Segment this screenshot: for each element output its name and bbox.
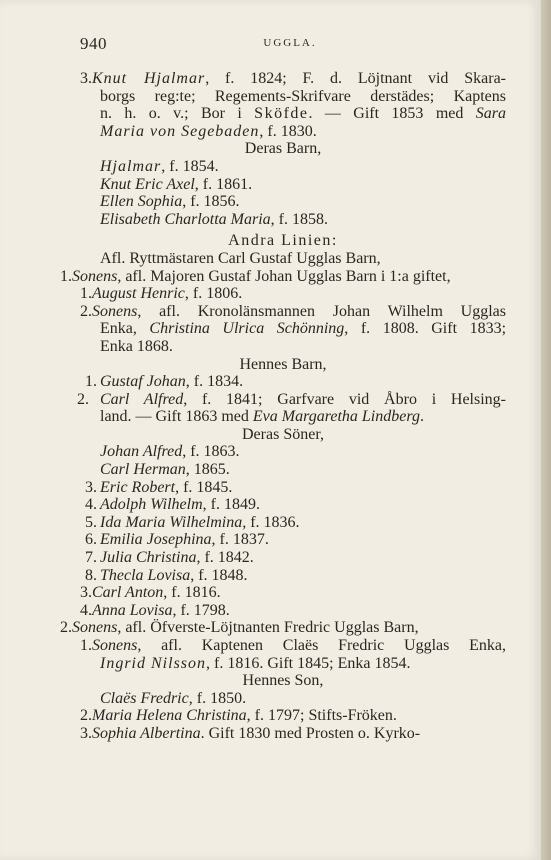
page-header [80,34,500,58]
list-item: 3.Carl Anton, f. 1816. [80,584,221,602]
section-heading: Deras Barn, [244,140,322,158]
text-line: 2.Sonens, afl. Öfverste-Löjtnanten Fredric Ugglas Barn, [60,619,419,637]
text-line: 1.Sonens, afl. Kaptenen Claës Fredric Ugglas Enka, [80,637,506,654]
list-item: Hjalmar, f. 1854. [100,157,219,175]
text-line: Ingrid Nilsson, f. 1816. Gift 1845; Enka 1854. [100,654,411,672]
list-item: 1.August Henric, f. 1806. [80,285,243,303]
text-line: borgs reg:te; Regements-Skrifvare derstädes; Kaptens [100,87,506,105]
list-item: Elisabeth Charlotta Maria, f. 1858. [100,210,328,228]
running-head: UGGLA. [263,37,317,49]
text-line: n. h. o. v.; Bor i Sköfde. — Gift 1853 med Sara [100,105,506,123]
text-line: 1.Sonens, afl. Majoren Gustaf Johan Ugglas Barn i 1:a giftet, [60,267,451,285]
list-item: 2.Maria Helena Christina, f. 1797; Stifts-Fröken. [80,707,397,725]
list-item: 5. Ida Maria Wilhelmina, f. 1836. [85,513,300,531]
list-item: Knut Eric Axel, f. 1861. [100,175,253,193]
text-line: Maria von Segebaden, f. 1830. [100,122,317,140]
text-line: Enka 1868. [100,337,173,355]
text-line: Afl. Ryttmästaren Carl Gustaf Ugglas Barn, [100,249,381,267]
section-heading: Hennes Son, [242,672,324,690]
list-item: 1. Gustaf Johan, f. 1834. [85,373,244,391]
text-line: 2.Sonens, afl. Kronolänsmannen Johan Wilhelm Ugglas [80,302,506,320]
list-item: Johan Alfred, f. 1863. [100,443,240,461]
text-line: Enka, Christina Ulrica Schönning, f. 1808. Gift 1833; [100,320,507,338]
list-item: 3. Eric Robert, f. 1845. [85,478,233,496]
list-item: 3.Sophia Albertina. Gift 1830 med Prosten o. Kyrko- [80,724,421,742]
list-item: 4. Adolph Wilhelm, f. 1849. [85,496,260,514]
section-heading: Deras Söner, [242,425,324,443]
person-name: Knut Hjalmar [92,70,206,87]
person-name: Sara [475,105,506,123]
list-item: Ellen Sophia, f. 1856. [100,193,240,211]
list-item: 4.Anna Lovisa, f. 1798. [80,601,230,619]
list-item: 2. Carl Alfred, f. 1841; Garfvare vid Åbro i Helsing- [77,390,507,408]
section-heading: Andra Linien: [228,232,338,250]
list-item: 8. Thecla Lovisa, f. 1848. [85,566,248,584]
list-item: 7. Julia Christina, f. 1842. [85,549,254,567]
list-item: Carl Herman, 1865. [100,461,230,479]
place-name: Sköfde [254,105,309,123]
genealogy-text [60,70,506,743]
section-heading: Hennes Barn, [239,355,327,373]
page-number: 940 [80,34,107,53]
text-line: land. — Gift 1863 med Eva Margaretha Lindberg. [100,408,424,426]
text-line: 3.Knut Hjalmar, f. 1824; F. d. Löjtnant vid Skara- [80,70,506,87]
person-name: Maria von Segebaden [100,122,260,140]
list-item: 6. Emilia Josephina, f. 1837. [85,531,269,549]
list-item: Claës Fredric, f. 1850. [100,689,247,707]
page-edge [541,0,551,860]
